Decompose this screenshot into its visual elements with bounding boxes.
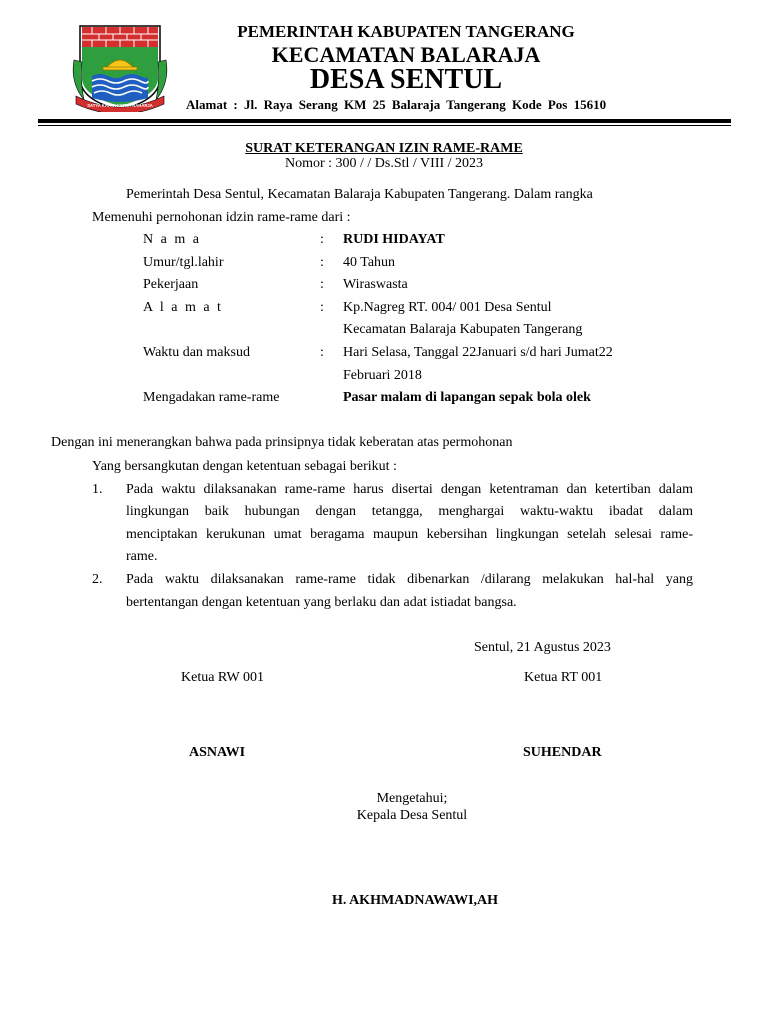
header-address: Alamat : Jl. Raya Serang KM 25 Balaraja Tangerang Kode Pos 15610 <box>186 97 607 112</box>
alamat-label: A l a m a t <box>143 300 223 315</box>
rt-name: SUHENDAR <box>523 745 602 760</box>
alamat-value-line-1: Kp.Nagreg RT. 004/ 001 Desa Sentul <box>343 300 552 315</box>
nama-value: RUDI HIDAYAT <box>343 232 445 247</box>
waktu-label: Waktu dan maksud <box>143 345 250 360</box>
list-item-2-line-2: bertentangan dengan ketentuan yang berlaku dan adat istiadat bangsa. <box>126 595 517 610</box>
list-item-2-number: 2. <box>92 572 103 587</box>
waktu-value-line-1: Hari Selasa, Tanggal 22Januari s/d hari Jumat22 <box>343 345 613 360</box>
waktu-colon: : <box>320 345 324 360</box>
header-district: KECAMATAN BALARAJA <box>271 42 541 67</box>
alamat-colon: : <box>320 300 324 315</box>
header-village: DESA SENTUL <box>309 64 503 95</box>
waktu-value-line-2: Februari 2018 <box>343 368 422 383</box>
header-government: PEMERINTAH KABUPATEN TANGERANG <box>237 22 575 41</box>
rw-name: ASNAWI <box>189 745 246 760</box>
village-head-title: Kepala Desa Sentul <box>356 808 468 823</box>
list-item-1-line-3: menciptakan kerukunan umat beragama maupun kebersihan lingkungan setelah selesai rame- <box>126 527 693 542</box>
list-item-1-line-1: Pada waktu dilaksanakan rame-rame harus disertai dengan ketentraman dan ketertiban dalam <box>126 482 693 497</box>
acara-label: Mengadakan rame-rame <box>143 390 280 405</box>
umur-colon: : <box>320 255 324 270</box>
list-item-1-line-2: lingkungan baik hubungan dengan tetangga, menghargai waktu-waktu ibadat dalam <box>126 504 693 519</box>
statement-line-1: Dengan ini menerangkan bahwa pada prinsipnya tidak keberatan atas permohonan <box>51 435 513 450</box>
logo-motto-text: SATYA KARYA KERTA RAHARJA <box>87 103 153 108</box>
header-divider-thin <box>38 125 731 126</box>
letter-title: SURAT KETERANGAN IZIN RAME-RAME <box>245 141 523 156</box>
acara-value: Pasar malam di lapangan sepak bola olek <box>343 390 591 405</box>
intro-line-1: Pemerintah Desa Sentul, Kecamatan Balaraja Kabupaten Tangerang. Dalam rangka <box>126 187 593 202</box>
pekerjaan-value: Wiraswasta <box>343 277 408 292</box>
intro-line-2: Memenuhi pernohonan idzin rame-rame dari : <box>92 210 351 225</box>
nama-colon: : <box>320 232 324 247</box>
statement-line-2: Yang bersangkutan dengan ketentuan sebagai berikut : <box>92 459 397 474</box>
village-head-name: H. AKHMADNAWAWI,AH <box>331 893 499 908</box>
rw-title: Ketua RW 001 <box>181 670 264 685</box>
rt-title: Ketua RT 001 <box>524 670 603 685</box>
pekerjaan-colon: : <box>320 277 324 292</box>
list-item-1-line-4: rame. <box>126 549 158 564</box>
pekerjaan-label: Pekerjaan <box>143 277 199 292</box>
list-item-2-line-1: Pada waktu dilaksanakan rame-rame tidak dibenarkan /dilarang melakukan hal-hal yang <box>126 572 693 587</box>
known-label: Mengetahui; <box>376 791 448 806</box>
list-item-1-number: 1. <box>92 482 103 497</box>
place-date: Sentul, 21 Agustus 2023 <box>474 640 611 655</box>
umur-value: 40 Tahun <box>343 255 396 270</box>
nama-label: N a m a <box>143 232 201 247</box>
header-divider-thick <box>38 119 731 123</box>
letter-number: Nomor : 300 / / Ds.Stl / VIII / 2023 <box>284 156 484 171</box>
umur-label: Umur/tgl.lahir <box>143 255 224 270</box>
alamat-value-line-2: Kecamatan Balaraja Kabupaten Tangerang <box>343 322 583 337</box>
